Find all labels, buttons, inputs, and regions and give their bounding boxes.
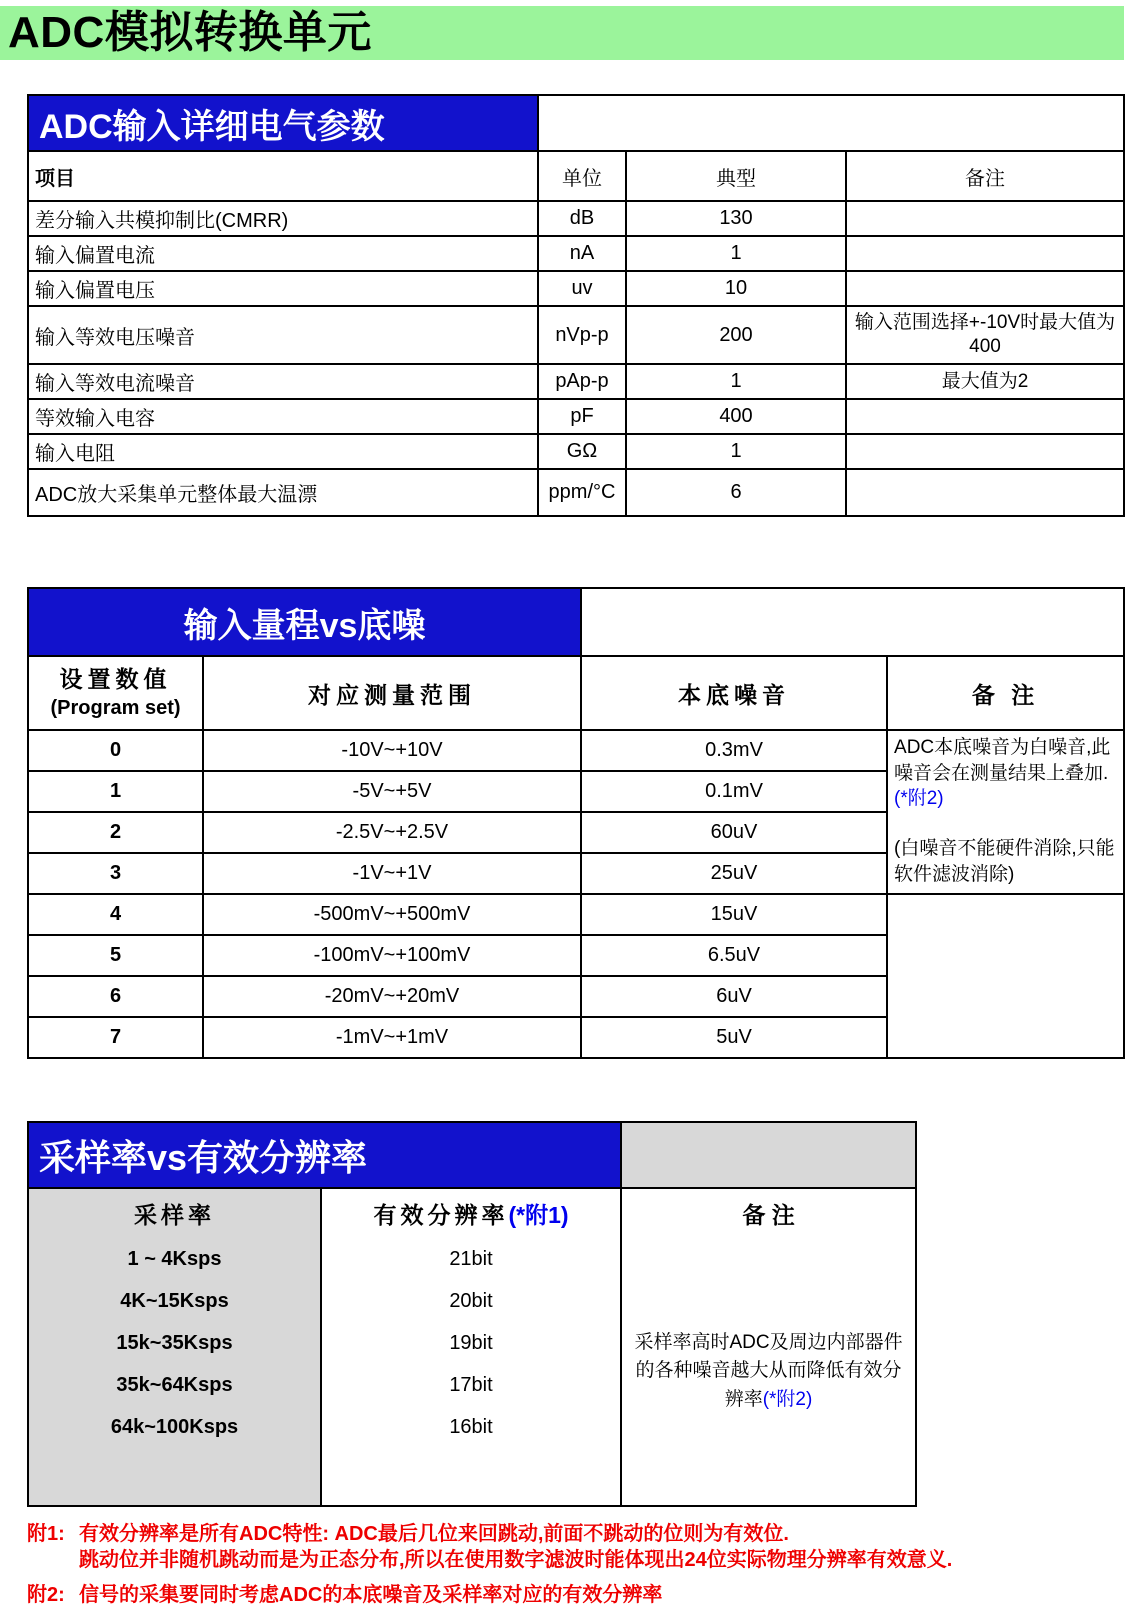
footnote-1-text: 有效分辨率是所有ADC特性: ADC最后几位来回跳动,前面不跳动的位则为有效位. (79, 1523, 789, 1545)
footnote-2-label: 附2: (27, 1584, 65, 1606)
header-sample-rate: 采样率 (28, 1188, 321, 1238)
typical-cell: 400 (626, 399, 846, 434)
noise-cell: 0.3mV (581, 730, 887, 771)
item-cell: 输入偏置电流 (28, 236, 538, 271)
range-cell: -10V~+10V (203, 730, 581, 771)
item-cell: 输入等效电压噪音 (28, 306, 538, 364)
rate-cell: 35k~64Ksps (28, 1364, 321, 1406)
noise-cell: 6uV (581, 976, 887, 1017)
table3-title: 采样率vs有效分辨率 (28, 1122, 621, 1188)
header-resolution-cn: 有效分辨率 (373, 1202, 509, 1228)
range-cell: -5V~+5V (203, 771, 581, 812)
item-cell: ADC放大采集单元整体最大温漂 (28, 469, 538, 516)
header-resolution (321, 1188, 621, 1238)
noise-remark-text (894, 735, 1117, 812)
note-ref-link[interactable]: (*附2) (762, 1388, 813, 1410)
noise-cell: 0.1mV (581, 771, 887, 812)
bits-cell: 19bit (449, 1331, 493, 1354)
table-row (28, 1238, 916, 1280)
typical-cell: 1 (626, 434, 846, 469)
table-row (28, 399, 1124, 434)
table-row (28, 730, 1124, 771)
filler-cell (28, 1448, 321, 1506)
unit-cell: pF (538, 399, 626, 434)
remark-cell (846, 434, 1124, 469)
table-header-row (28, 1188, 916, 1238)
footnote-1-text-2: 跳动位并非随机跳动而是为正态分布,所以在使用数字滤波时能体现出24位实际物理分辨率有效意义. (79, 1549, 953, 1571)
bits-cell: 20bit (449, 1289, 493, 1312)
typical-cell: 1 (626, 364, 846, 399)
bits-cell: 17bit (449, 1373, 493, 1396)
noise-cell: 15uV (581, 894, 887, 935)
note-ref-link[interactable]: (*附1) (508, 1202, 569, 1228)
header-noise: 本底噪音 (581, 656, 887, 730)
table-title-row (28, 1122, 916, 1188)
noise-cell: 5uV (581, 1017, 887, 1058)
filler-cell (321, 1448, 621, 1506)
remark-cell (846, 271, 1124, 306)
footnote-2 (27, 1582, 1127, 1608)
remark-cell: 最大值为2 (846, 364, 1124, 399)
range-cell: -2.5V~+2.5V (203, 812, 581, 853)
rate-cell: 64k~100Ksps (28, 1406, 321, 1448)
typical-cell: 10 (626, 271, 846, 306)
samplerate-vs-resolution-table (27, 1121, 917, 1507)
item-cell: 差分输入共模抑制比(CMRR) (28, 201, 538, 236)
table1-title: ADC输入详细电气参数 (28, 95, 538, 151)
unit-cell: nVp-p (538, 306, 626, 364)
header-remark: 备 注 (887, 656, 1124, 730)
noise-remark-body: ADC本底噪音为白噪音,此噪音会在测量结果上叠加. (894, 737, 1111, 784)
typical-cell: 6 (626, 469, 846, 516)
remark-cell: 输入范围选择+-10V时最大值为400 (846, 306, 1124, 364)
remark-cell (846, 201, 1124, 236)
rate-cell: 15k~35Ksps (28, 1322, 321, 1364)
item-cell: 输入电阻 (28, 434, 538, 469)
rate-cell: 4K~15Ksps (28, 1280, 321, 1322)
header-item: 项目 (28, 151, 538, 201)
bits-cell: 16bit (449, 1415, 493, 1438)
table-row (28, 236, 1124, 271)
empty-remark-cell (887, 894, 1124, 1058)
typical-cell: 200 (626, 306, 846, 364)
set-cell: 0 (28, 730, 203, 771)
footnote-1-label: 附1: (27, 1523, 65, 1545)
page-title-bar (0, 6, 1124, 60)
electrical-params-table (27, 94, 1125, 517)
remark-cell (846, 469, 1124, 516)
set-cell: 4 (28, 894, 203, 935)
table-row (28, 894, 1124, 935)
noise-cell: 6.5uV (581, 935, 887, 976)
set-cell: 6 (28, 976, 203, 1017)
item-cell: 输入偏置电压 (28, 271, 538, 306)
noise-cell: 25uV (581, 853, 887, 894)
datasheet-page (0, 6, 1148, 1606)
noise-remark-note: (白噪音不能硬件消除,只能软件滤波消除) (894, 837, 1115, 885)
header-unit: 单位 (538, 151, 626, 201)
noise-remark-cell (887, 730, 1124, 894)
table1-title-spacer (538, 95, 1124, 151)
table2-title: 输入量程vs底噪 (28, 588, 581, 656)
header-range: 对应测量范围 (203, 656, 581, 730)
footnote-2-text: 信号的采集要同时考虑ADC的本底噪音及采样率对应的有效分辨率 (79, 1584, 663, 1606)
table3-title-spacer (621, 1122, 916, 1188)
unit-cell: ppm/°C (538, 469, 626, 516)
unit-cell: pAp-p (538, 364, 626, 399)
rate-cell: 1 ~ 4Ksps (28, 1238, 321, 1280)
set-cell: 7 (28, 1017, 203, 1058)
typical-cell: 1 (626, 236, 846, 271)
footnote-1 (27, 1521, 1127, 1547)
header-remark: 备 注 (621, 1188, 916, 1238)
unit-cell: GΩ (538, 434, 626, 469)
bits-cell: 21bit (449, 1247, 493, 1270)
resolution-remark-cell (621, 1238, 916, 1506)
item-cell: 输入等效电流噪音 (28, 364, 538, 399)
set-cell: 3 (28, 853, 203, 894)
table-title-row (28, 588, 1124, 656)
set-cell: 5 (28, 935, 203, 976)
typical-cell: 130 (626, 201, 846, 236)
footnote-1-continued (27, 1547, 1127, 1573)
item-cell: 等效输入电容 (28, 399, 538, 434)
table-header-row (28, 151, 1124, 201)
table-title-row (28, 95, 1124, 151)
header-program-set-en: (Program set) (50, 696, 181, 719)
header-remark: 备注 (846, 151, 1124, 201)
table-row (28, 271, 1124, 306)
header-program-set-cn: 设置数值 (59, 666, 172, 693)
range-cell: -20mV~+20mV (203, 976, 581, 1017)
range-cell: -100mV~+100mV (203, 935, 581, 976)
table-row (28, 364, 1124, 399)
range-cell: -1V~+1V (203, 853, 581, 894)
unit-cell: dB (538, 201, 626, 236)
table-row (28, 469, 1124, 516)
table-row (28, 434, 1124, 469)
table-row (28, 306, 1124, 364)
noise-cell: 60uV (581, 812, 887, 853)
header-typical: 典型 (626, 151, 846, 201)
remark-cell (846, 399, 1124, 434)
range-cell: -500mV~+500mV (203, 894, 581, 935)
set-cell: 2 (28, 812, 203, 853)
range-cell: -1mV~+1mV (203, 1017, 581, 1058)
page-title: ADC模拟转换单元 (8, 8, 372, 57)
table-row (28, 201, 1124, 236)
note-ref-link[interactable]: (*附2) (894, 788, 944, 810)
unit-cell: uv (538, 271, 626, 306)
unit-cell: nA (538, 236, 626, 271)
remark-cell (846, 236, 1124, 271)
header-program-set (28, 656, 203, 730)
range-vs-noise-table (27, 587, 1125, 1059)
footnotes (27, 1521, 1127, 1608)
resolution-remark-text: 采样率高时ADC及周边内部器件的各种噪音越大从而降低有效分辨率 (634, 1331, 903, 1410)
table-header-row (28, 656, 1124, 730)
spacer (894, 812, 1117, 836)
set-cell: 1 (28, 771, 203, 812)
table2-title-spacer (581, 588, 1124, 656)
